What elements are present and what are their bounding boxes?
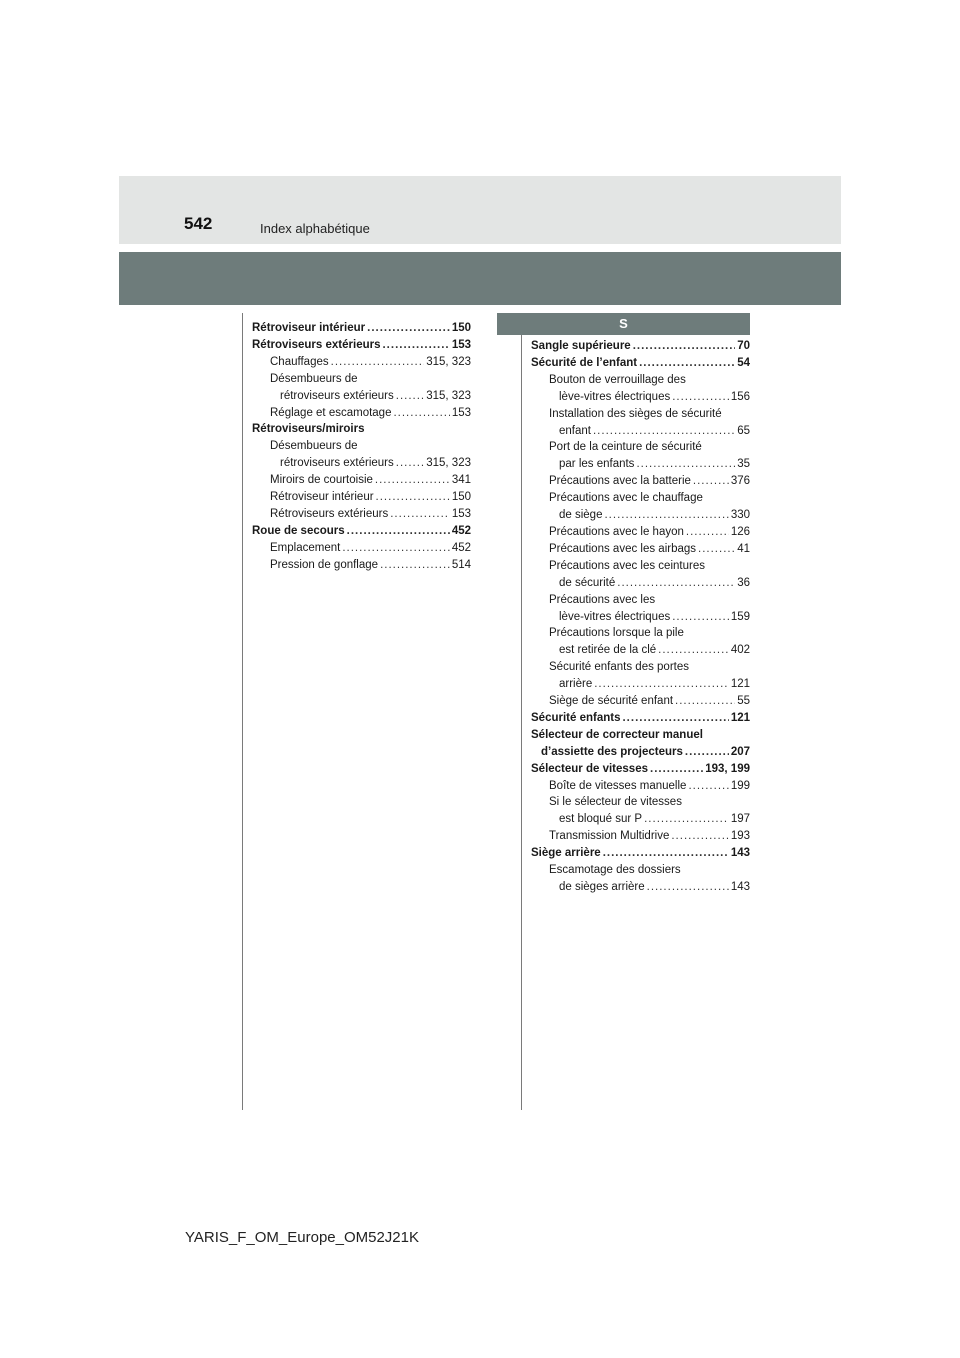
index-page-number: 341: [451, 474, 471, 487]
index-entry-label: lève-vitres électriques: [559, 610, 671, 623]
index-page-number: 315, 323: [426, 355, 471, 368]
index-entry: [252, 455, 471, 472]
index-heading: [252, 371, 471, 388]
index-entry-label: Chauffages: [270, 355, 329, 368]
dot-leader: [647, 879, 729, 896]
index-entry: [531, 389, 750, 406]
index-page-number: 36: [737, 576, 750, 589]
index-entry-label: de sécurité: [559, 576, 616, 589]
dot-leader: [636, 456, 735, 473]
index-entry-label: Sélecteur de correcteur manuel: [531, 728, 703, 741]
index-heading: [531, 727, 750, 744]
index-column-left: [252, 320, 471, 574]
index-page-number: 65: [737, 424, 750, 437]
index-entry-label: arrière: [559, 678, 593, 691]
index-page-number: 153: [451, 507, 471, 520]
dot-leader: [672, 389, 729, 406]
index-entry-label: Sécurité enfants des portes: [549, 661, 689, 674]
index-page-number: 55: [737, 695, 750, 708]
index-entry-label: Désembueurs de: [270, 440, 358, 453]
index-entry-label: d’assiette des projecteurs: [541, 745, 683, 758]
column-divider-left: [242, 313, 243, 1110]
index-entry-label: Rétroviseur intérieur: [252, 322, 366, 334]
index-page-number: 54: [737, 356, 750, 369]
index-page-number: 150: [451, 491, 471, 504]
index-entry-label: Escamotage des dossiers: [549, 864, 681, 877]
index-entry: [531, 423, 750, 440]
index-entry: [252, 337, 471, 354]
index-entry-label: Sécurité enfants: [531, 711, 621, 724]
document-footer: YARIS_F_OM_Europe_OM52J21K: [185, 1229, 420, 1246]
dot-leader: [393, 405, 449, 422]
index-entry: [531, 338, 750, 355]
index-entry: [252, 320, 471, 337]
dot-leader: [380, 557, 450, 574]
index-entry-label: est retirée de la clé: [559, 644, 657, 657]
column-divider-middle: [521, 313, 522, 1110]
index-page-number: 153: [451, 406, 471, 419]
index-entry: [531, 642, 750, 659]
index-entry: [531, 524, 750, 541]
index-entry-label: rétroviseurs extérieurs: [280, 389, 394, 402]
index-page-number: 376: [730, 475, 750, 488]
index-entry: [531, 456, 750, 473]
dot-leader: [672, 609, 729, 626]
index-page-number: 193, 199: [705, 762, 750, 775]
dot-leader: [604, 507, 728, 524]
index-heading: [531, 625, 750, 642]
dot-leader: [622, 710, 728, 727]
index-entry: [531, 693, 750, 710]
index-entry: [252, 405, 471, 422]
index-heading: [531, 406, 750, 423]
index-page-number: 159: [730, 610, 750, 623]
index-page-number: 452: [451, 541, 471, 554]
index-entry: [531, 744, 750, 761]
index-heading: [252, 421, 471, 438]
index-entry: [531, 575, 750, 592]
index-page-number: 514: [451, 558, 471, 571]
header-dark-band: [119, 252, 841, 305]
index-entry-label: Précautions avec les ceintures: [549, 559, 705, 572]
index-entry: [531, 541, 750, 558]
index-entry-label: est bloqué sur P: [559, 813, 643, 826]
index-page-number: 70: [737, 340, 750, 352]
index-page-number: 330: [730, 509, 750, 522]
index-entry-label: Sécurité de l’enfant: [531, 356, 638, 369]
dot-leader: [367, 320, 450, 337]
dot-leader: [685, 744, 729, 761]
index-heading: [531, 439, 750, 456]
index-heading: [531, 659, 750, 676]
index-heading: [252, 438, 471, 455]
dot-leader: [688, 778, 728, 795]
dot-leader: [347, 523, 450, 540]
dot-leader: [376, 489, 450, 506]
dot-leader: [382, 337, 449, 354]
index-entry-label: enfant: [559, 424, 591, 437]
index-page-number: 315, 323: [426, 457, 471, 470]
index-page-number: 143: [730, 847, 750, 860]
index-entry-label: Rétroviseurs extérieurs: [252, 338, 381, 351]
index-page-number: 156: [730, 390, 750, 403]
index-entry-label: Pression de gonflage: [270, 558, 379, 571]
index-entry-label: lève-vitres électriques: [559, 390, 671, 403]
index-page-number: 121: [730, 678, 750, 691]
index-entry: [252, 354, 471, 371]
index-entry: [531, 473, 750, 490]
index-entry-label: Rétroviseur intérieur: [270, 491, 374, 504]
index-entry-label: Boîte de vitesses manuelle: [549, 779, 687, 792]
index-entry-label: Port de la ceinture de sécurité: [549, 441, 702, 454]
dot-leader: [633, 338, 735, 355]
index-page-number: 452: [451, 524, 471, 537]
index-entry: [252, 388, 471, 405]
index-page-number: 126: [730, 525, 750, 538]
index-page-number: 207: [730, 745, 750, 758]
index-entry-label: Roue de secours: [252, 524, 345, 537]
dot-leader: [644, 811, 729, 828]
dot-leader: [693, 473, 729, 490]
index-heading: [531, 372, 750, 389]
dot-leader: [331, 354, 425, 371]
index-entry-label: Précautions avec la batterie: [549, 475, 691, 488]
index-page-number: 150: [451, 322, 471, 334]
index-page-number: 315, 323: [426, 389, 471, 402]
index-column-right: [531, 338, 750, 896]
index-entry-label: par les enfants: [559, 458, 635, 471]
index-entry: [531, 761, 750, 778]
index-page-number: 193: [730, 830, 750, 843]
index-entry-label: Miroirs de courtoisie: [270, 474, 373, 487]
dot-leader: [686, 524, 729, 541]
index-entry: [252, 506, 471, 523]
dot-leader: [658, 642, 729, 659]
index-entry-label: de sièges arrière: [559, 881, 645, 893]
index-entry: [252, 472, 471, 489]
dot-leader: [390, 506, 450, 523]
index-page-number: 143: [730, 881, 750, 893]
index-entry-label: Bouton de verrouillage des: [549, 373, 686, 386]
index-page-number: 153: [451, 338, 471, 351]
header-band: [119, 176, 841, 244]
index-entry: [252, 523, 471, 540]
index-entry: [531, 811, 750, 828]
dot-leader: [396, 388, 424, 405]
index-entry: [531, 879, 750, 896]
index-entry: [531, 710, 750, 727]
index-entry: [531, 507, 750, 524]
index-entry-label: Précautions lorsque la pile: [549, 627, 684, 640]
index-entry-label: Emplacement: [270, 541, 341, 554]
index-entry-label: Rétroviseurs extérieurs: [270, 507, 389, 520]
index-entry-label: Transmission Multidrive: [549, 830, 670, 843]
index-entry: [531, 609, 750, 626]
dot-leader: [698, 541, 735, 558]
index-entry-label: Si le sélecteur de vitesses: [549, 796, 682, 809]
index-entry: [252, 489, 471, 506]
index-heading: [531, 558, 750, 575]
index-page-number: 121: [730, 711, 750, 724]
index-heading: [531, 592, 750, 609]
section-title: Index alphabétique: [260, 221, 370, 236]
index-entry-label: Précautions avec le chauffage: [549, 492, 703, 505]
index-entry: [531, 355, 750, 372]
index-entry-label: Réglage et escamotage: [270, 406, 392, 419]
index-page-number: 402: [730, 644, 750, 657]
index-entry-label: rétroviseurs extérieurs: [280, 457, 394, 470]
index-entry-label: de siège: [559, 509, 603, 522]
index-entry-label: Désembueurs de: [270, 372, 358, 385]
dot-leader: [603, 845, 729, 862]
index-heading: [531, 490, 750, 507]
index-page-number: 199: [730, 779, 750, 792]
index-entry-label: Rétroviseurs/miroirs: [252, 423, 365, 436]
index-entry-label: Siège arrière: [531, 847, 601, 860]
index-entry: [252, 540, 471, 557]
dot-leader: [593, 423, 735, 440]
index-entry: [531, 828, 750, 845]
index-page-number: 35: [737, 458, 750, 471]
dot-leader: [639, 355, 735, 372]
index-entry: [531, 778, 750, 795]
dot-leader: [617, 575, 735, 592]
index-page-number: 197: [730, 813, 750, 826]
dot-leader: [650, 761, 703, 778]
index-heading: [531, 862, 750, 879]
dot-leader: [671, 828, 728, 845]
index-entry: [252, 557, 471, 574]
index-entry: [531, 676, 750, 693]
page-number: 542: [184, 214, 213, 233]
index-entry: [531, 845, 750, 862]
index-entry-label: Précautions avec les: [549, 593, 656, 606]
letter-section-tab: S: [497, 313, 750, 335]
dot-leader: [375, 472, 450, 489]
dot-leader: [675, 693, 735, 710]
index-entry-label: Sélecteur de vitesses: [531, 762, 648, 775]
index-entry-label: Siège de sécurité enfant: [549, 695, 674, 708]
dot-leader: [594, 676, 729, 693]
index-heading: [531, 794, 750, 811]
dot-leader: [396, 455, 424, 472]
index-entry-label: Précautions avec le hayon: [549, 525, 684, 538]
index-entry-label: Installation des sièges de sécurité: [549, 407, 722, 420]
index-entry-label: Sangle supérieure: [531, 340, 631, 352]
dot-leader: [342, 540, 450, 557]
index-entry-label: Précautions avec les airbags: [549, 542, 697, 555]
index-page-number: 41: [737, 542, 750, 555]
